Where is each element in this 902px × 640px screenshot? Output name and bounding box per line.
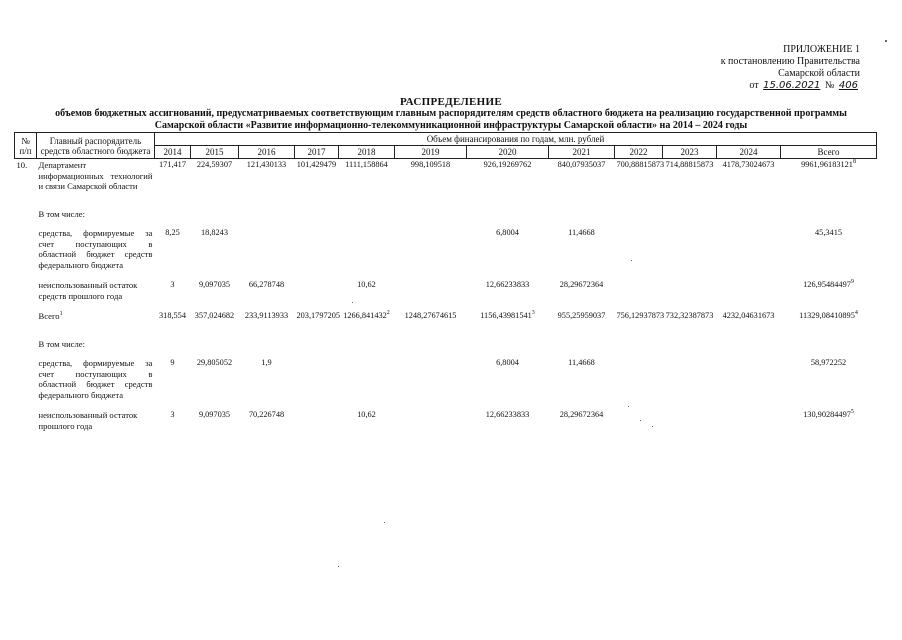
- row-name: [37, 310, 155, 323]
- value-cell: [549, 159, 615, 193]
- total-cell: [781, 310, 877, 323]
- row-name: [37, 227, 155, 271]
- row-name-text: Всего: [38, 311, 60, 321]
- value-cell: [395, 409, 467, 432]
- value-text: 11,4668: [568, 358, 595, 367]
- subheading-row: [15, 201, 877, 228]
- value-cell: [395, 279, 467, 302]
- value-cell: [717, 159, 781, 193]
- value-cell: [663, 227, 717, 271]
- footnote-mark: 8: [852, 159, 856, 166]
- subtitle-line-2: Самарской области «Развитие информационно-телекоммуникационной инфраструктуры Самарской области» на 2014 – 2024 годы: [154, 120, 748, 131]
- value-text: 126,95484497: [803, 280, 851, 289]
- footnote-mark: 2: [386, 310, 390, 317]
- value-cell: [239, 357, 295, 401]
- subheading-label: В том числе:: [38, 338, 85, 349]
- value-cell: [239, 409, 295, 432]
- value-cell: [155, 409, 191, 432]
- value-text: 12,66233833: [485, 410, 530, 419]
- value-cell: [615, 310, 663, 323]
- footnote-mark: 5: [850, 409, 854, 416]
- value-cell: [549, 409, 615, 432]
- decree-number: 406: [838, 80, 858, 91]
- header-year: 2018: [339, 146, 395, 159]
- row-name: [37, 159, 155, 193]
- value-text: 28,29672364: [559, 280, 604, 289]
- subheading-row: [15, 331, 877, 358]
- value-cell: [717, 279, 781, 302]
- value-text: 6,8004: [496, 358, 519, 367]
- header-year: 2014: [155, 146, 191, 159]
- header-year: 2023: [663, 146, 717, 159]
- value-cell: [295, 227, 339, 271]
- value-text: 3: [170, 280, 175, 289]
- footnote-mark: 1: [59, 311, 63, 318]
- row-gap: [15, 323, 877, 331]
- value-cell: [663, 357, 717, 401]
- row-name-text: средства, формируемые за счет поступающих в областной бюджет средств федерального бюджета: [38, 358, 153, 400]
- value-cell: [467, 159, 549, 193]
- header-funding-group: Объем финансирования по годам, млн. рублей: [155, 133, 877, 146]
- value-cell: [155, 357, 191, 401]
- value-cell: [663, 409, 717, 432]
- row-gap: [15, 271, 877, 279]
- row-number: [15, 357, 37, 401]
- annex-title: ПРИЛОЖЕНИЕ 1: [783, 44, 860, 55]
- value-cell: [615, 409, 663, 432]
- row-gap: [15, 401, 877, 409]
- value-text: 130,90284497: [803, 410, 851, 419]
- annex-line-decree: к постановлению Правительства: [720, 56, 860, 67]
- value-cell: [339, 357, 395, 401]
- table-row: [15, 227, 877, 271]
- subheading-label: В том числе:: [38, 208, 85, 219]
- value-text: 9961,96183121: [801, 160, 853, 169]
- value-text: 1266,841432: [343, 311, 387, 320]
- value-text: 926,19269762: [483, 160, 532, 169]
- value-text: 9: [170, 358, 175, 367]
- value-cell: [191, 310, 239, 323]
- date-prefix: от: [749, 80, 759, 91]
- table-row: [15, 159, 877, 193]
- value-text: 955,25959037: [557, 311, 606, 320]
- row-name: [37, 409, 155, 432]
- value-cell: [155, 310, 191, 323]
- scan-speck: [640, 420, 641, 421]
- value-text: 756,12937873: [616, 311, 665, 320]
- value-cell: [155, 279, 191, 302]
- value-cell: [615, 227, 663, 271]
- total-cell: [781, 279, 877, 302]
- value-cell: [467, 279, 549, 302]
- row-number: [15, 310, 37, 323]
- value-cell: [549, 310, 615, 323]
- row-number: [15, 409, 37, 432]
- header-year: 2021: [549, 146, 615, 159]
- value-cell: [239, 159, 295, 193]
- value-cell: [717, 227, 781, 271]
- value-cell: [339, 310, 395, 323]
- header-year: 2016: [239, 146, 295, 159]
- subtitle-line-1: объемов бюджетных ассигнований, предусматриваемых соответствующим главным распорядителям средств областного бюджета на реализацию государственной программы: [55, 108, 847, 119]
- value-text: 1,9: [261, 358, 272, 367]
- value-text: 357,024682: [194, 311, 235, 320]
- row-name-text: неиспользованный остаток средств прошлого года: [38, 280, 138, 301]
- footnote-mark: 3: [531, 310, 535, 317]
- value-text: 9,097035: [198, 280, 231, 289]
- value-cell: [339, 227, 395, 271]
- total-cell: [781, 357, 877, 401]
- value-cell: [467, 227, 549, 271]
- header-year: 2020: [467, 146, 549, 159]
- value-cell: [549, 227, 615, 271]
- value-cell: [549, 279, 615, 302]
- value-text: 45,3415: [815, 228, 842, 237]
- value-text: 233,9113933: [244, 311, 289, 320]
- value-cell: [239, 279, 295, 302]
- value-cell: [615, 357, 663, 401]
- row-name: [37, 279, 155, 302]
- footnote-mark: 9: [850, 279, 854, 286]
- value-cell: [395, 357, 467, 401]
- header-year: 2017: [295, 146, 339, 159]
- header-year: 2015: [191, 146, 239, 159]
- value-text: 66,278748: [248, 280, 285, 289]
- value-text: 18,8243: [201, 228, 228, 237]
- value-text: 70,226748: [248, 410, 285, 419]
- value-cell: [717, 357, 781, 401]
- value-text: 12,66233833: [485, 280, 530, 289]
- value-cell: [191, 279, 239, 302]
- value-cell: [295, 279, 339, 302]
- scan-speck: [885, 40, 887, 42]
- value-cell: [239, 310, 295, 323]
- total-cell: [781, 409, 877, 432]
- value-text: 121,430133: [246, 160, 287, 169]
- value-text: 1248,27674615: [404, 311, 457, 320]
- value-cell: [395, 159, 467, 193]
- row-number: [15, 227, 37, 271]
- header-distributor: Главный распорядитель средств областного бюджета: [37, 133, 155, 159]
- value-cell: [339, 409, 395, 432]
- decree-date: 15.06.2021: [763, 80, 821, 91]
- value-cell: [191, 357, 239, 401]
- value-cell: [467, 409, 549, 432]
- row-gap: [15, 432, 877, 440]
- scan-speck: [352, 302, 353, 303]
- value-cell: [191, 409, 239, 432]
- value-cell: [717, 409, 781, 432]
- value-text: 3: [170, 410, 175, 419]
- row-number: 10.: [16, 160, 28, 170]
- value-text: 28,29672364: [559, 410, 604, 419]
- value-cell: [155, 227, 191, 271]
- annex-block: [680, 44, 860, 92]
- row-name-text: Департамент информационных технологий и связи Самарской области: [38, 160, 153, 191]
- value-text: 171,417: [159, 160, 186, 169]
- value-text: 1111,158864: [345, 160, 388, 169]
- row-name: [37, 357, 155, 401]
- scan-speck: [338, 566, 339, 567]
- value-cell: [295, 159, 339, 193]
- row-number: [15, 279, 37, 302]
- header-year: 2019: [395, 146, 467, 159]
- value-cell: [467, 310, 549, 323]
- value-text: 318,554: [159, 311, 186, 320]
- value-text: 101,429479: [296, 160, 337, 169]
- scan-speck: [652, 426, 653, 427]
- value-cell: [191, 227, 239, 271]
- value-cell: [717, 310, 781, 323]
- value-text: 714,88815873: [665, 160, 714, 169]
- table-row: [15, 279, 877, 302]
- annex-date-line: [680, 80, 860, 92]
- value-cell: [615, 279, 663, 302]
- value-text: 10,62: [357, 410, 376, 419]
- document-subtitle: [0, 108, 902, 132]
- row-gap: [15, 193, 877, 201]
- value-text: 6,8004: [496, 228, 519, 237]
- footnote-mark: 4: [854, 310, 858, 317]
- value-text: 732,32387873: [665, 311, 714, 320]
- scan-speck: [631, 260, 632, 261]
- scan-speck: [384, 522, 385, 523]
- value-cell: [395, 227, 467, 271]
- table-row: [15, 357, 877, 401]
- document-title: РАСПРЕДЕЛЕНИЕ: [400, 96, 502, 108]
- value-text: 4178,73024673: [722, 160, 775, 169]
- value-text: 58,972252: [810, 358, 847, 367]
- value-cell: [663, 159, 717, 193]
- value-cell: [295, 409, 339, 432]
- total-cell: [781, 227, 877, 271]
- header-no: № п/п: [15, 133, 37, 159]
- value-text: 700,88815873: [616, 160, 665, 169]
- value-cell: [663, 279, 717, 302]
- header-year: 2024: [717, 146, 781, 159]
- value-cell: [395, 310, 467, 323]
- table-body: [15, 159, 877, 441]
- value-text: 840,07935037: [557, 160, 606, 169]
- value-text: 224,59307: [196, 160, 233, 169]
- scan-speck: [628, 406, 629, 407]
- value-cell: [615, 159, 663, 193]
- value-cell: [467, 357, 549, 401]
- number-prefix: №: [824, 80, 835, 91]
- row-name-text: неиспользованный остаток прошлого года: [38, 410, 138, 431]
- value-cell: [155, 159, 191, 193]
- value-text: 8,25: [165, 228, 180, 237]
- value-text: 4232,04631673: [722, 311, 775, 320]
- value-cell: [295, 357, 339, 401]
- value-text: 1156,43981541: [480, 311, 532, 320]
- value-text: 11329,08410895: [799, 311, 855, 320]
- annex-line-region: Самарской области: [778, 68, 860, 79]
- row-name-text: средства, формируемые за счет поступающих в областной бюджет средств федерального бюджета: [38, 228, 153, 270]
- value-cell: [339, 279, 395, 302]
- header-year: Всего: [781, 146, 877, 159]
- value-text: 29,805052: [196, 358, 233, 367]
- total-cell: [781, 159, 877, 193]
- value-text: 11,4668: [568, 228, 595, 237]
- value-text: 998,109518: [410, 160, 451, 169]
- budget-table: [14, 132, 877, 440]
- value-cell: [191, 159, 239, 193]
- header-year: 2022: [615, 146, 663, 159]
- value-text: 203,1797205: [296, 311, 341, 320]
- table-row: [15, 409, 877, 432]
- value-text: 10,62: [357, 280, 376, 289]
- row-gap: [15, 302, 877, 310]
- table-row: [15, 310, 877, 323]
- value-text: 9,097035: [198, 410, 231, 419]
- value-cell: [663, 310, 717, 323]
- value-cell: [549, 357, 615, 401]
- value-cell: [339, 159, 395, 193]
- value-cell: [295, 310, 339, 323]
- value-cell: [239, 227, 295, 271]
